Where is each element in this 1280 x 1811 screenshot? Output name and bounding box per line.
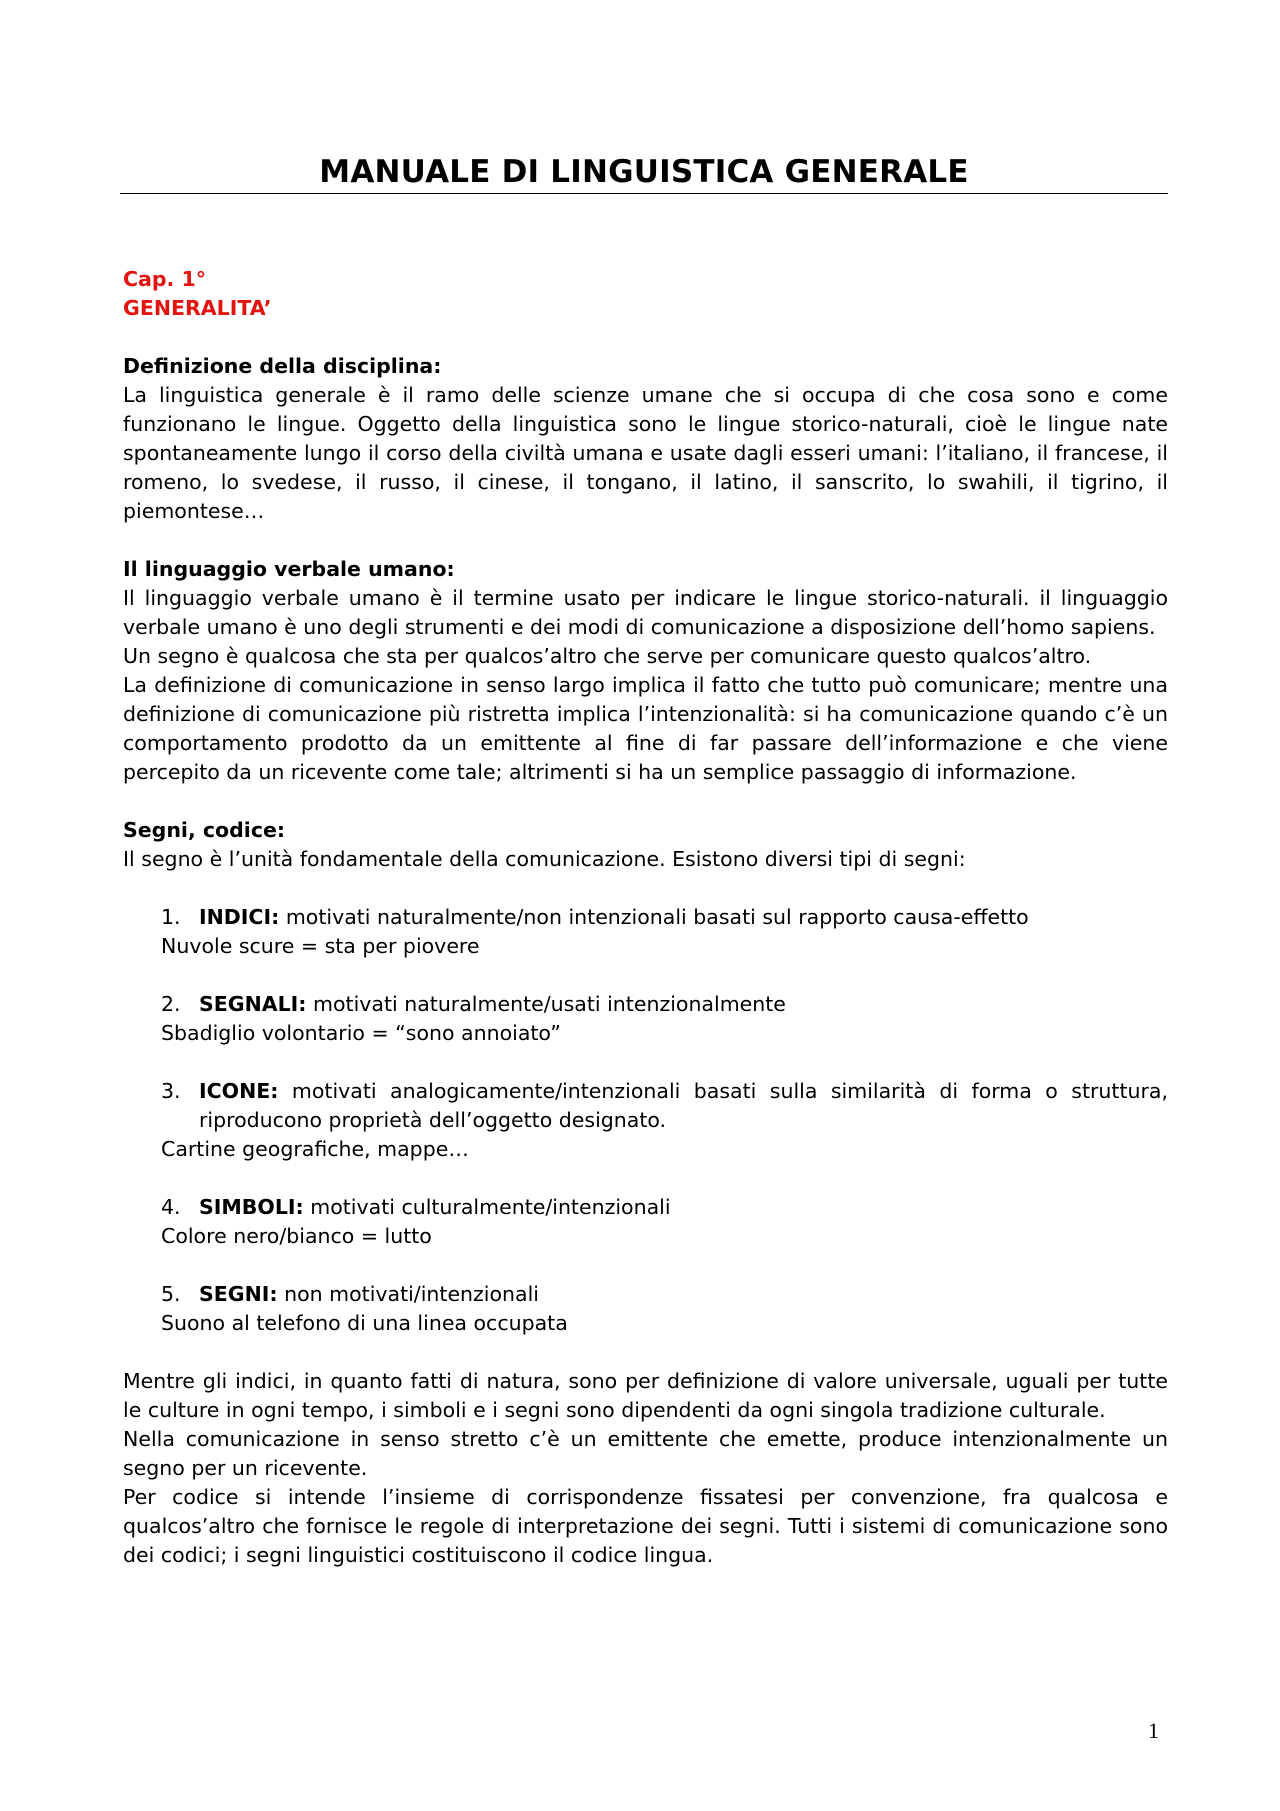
chapter-title: GENERALITA’ bbox=[123, 296, 272, 320]
page-number: 1 bbox=[1148, 1718, 1159, 1743]
list-description: motivati naturalmente/non intenzionali basati sul rapporto causa-effetto bbox=[279, 905, 1029, 929]
list-description: non motivati/intenzionali bbox=[277, 1282, 539, 1306]
paragraph-segni-intro: Il segno è l’unità fondamentale della comunicazione. Esistono diversi tipi di segni: bbox=[123, 847, 966, 871]
list-term: INDICI: bbox=[199, 905, 280, 929]
list-item-text bbox=[199, 1280, 1168, 1309]
list-example: Colore nero/bianco = lutto bbox=[161, 1224, 432, 1248]
list-item-simboli bbox=[161, 1193, 1168, 1222]
list-item-indici bbox=[161, 903, 1168, 932]
list-description: motivati analogicamente/intenzionali basati sulla similarità di forma o struttura, riproducono proprietà dell’oggetto designato. bbox=[199, 1079, 1168, 1132]
document-body bbox=[123, 265, 1168, 1570]
section-heading-segni: Segni, codice: bbox=[123, 818, 286, 842]
paragraph-closing-1: Mentre gli indici, in quanto fatti di natura, sono per definizione di valore universale, uguali per tutte le culture in ogni tempo, i simboli e i segni sono dipendenti da ogni singola tradizione culturale. bbox=[123, 1369, 1168, 1422]
paragraph-definizione: La linguistica generale è il ramo delle scienze umane che si occupa di che cosa sono e come funzionano le lingue. Oggetto della linguistica sono le lingue storico-naturali, cioè le lingue nate spontaneamente lungo il corso della civiltà umana e usate dagli esseri umani: l’italiano, il francese, il romeno, lo svedese, il russo, il cinese, il tongano, il latino, il sanscrito, lo swahili, il tigrino, il piemontese… bbox=[123, 383, 1168, 523]
section-heading-definizione: Definizione della disciplina: bbox=[123, 354, 442, 378]
list-term: SIMBOLI: bbox=[199, 1195, 304, 1219]
chapter-number: Cap. 1° bbox=[123, 267, 206, 291]
list-term: ICONE: bbox=[199, 1079, 279, 1103]
list-example: Suono al telefono di una linea occupata bbox=[161, 1311, 568, 1335]
list-number: 5. bbox=[161, 1282, 181, 1306]
list-item-segnali bbox=[161, 990, 1168, 1019]
list-term: SEGNALI: bbox=[199, 992, 307, 1016]
list-item-text bbox=[199, 990, 1168, 1019]
spacer bbox=[123, 874, 1168, 903]
list-number: 2. bbox=[161, 992, 181, 1016]
title-underline bbox=[120, 193, 1168, 194]
list-example: Nuvole scure = sta per piovere bbox=[161, 934, 480, 958]
spacer bbox=[123, 323, 1168, 352]
spacer bbox=[123, 526, 1168, 555]
paragraph-linguaggio-3: La definizione di comunicazione in senso largo implica il fatto che tutto può comunicare; mentre una definizione di comunicazione più ristretta implica l’intenzionalità: si ha comunicazione quando c’è un comportamento prodotto da un emittente al fine di far passare dell’informazione e che viene percepito da un ricevente come tale; altrimenti si ha un semplice passaggio di informazione. bbox=[123, 673, 1168, 784]
list-item-text bbox=[199, 903, 1168, 932]
list-number: 4. bbox=[161, 1195, 181, 1219]
list-number: 1. bbox=[161, 905, 181, 929]
spacer bbox=[123, 1338, 1168, 1367]
spacer bbox=[123, 1251, 1168, 1280]
section-heading-linguaggio: Il linguaggio verbale umano: bbox=[123, 557, 455, 581]
spacer bbox=[123, 961, 1168, 990]
list-example: Cartine geografiche, mappe… bbox=[161, 1137, 469, 1161]
list-term: SEGNI: bbox=[199, 1282, 278, 1306]
spacer bbox=[123, 1048, 1168, 1077]
paragraph-linguaggio-2: Un segno è qualcosa che sta per qualcos’altro che serve per comunicare questo qualcos’altro. bbox=[123, 644, 1092, 668]
paragraph-closing-2: Nella comunicazione in senso stretto c’è un emittente che emette, produce intenzionalmente un segno per un ricevente. bbox=[123, 1427, 1168, 1480]
list-example: Sbadiglio volontario = “sono annoiato” bbox=[161, 1021, 561, 1045]
paragraph-closing-3: Per codice si intende l’insieme di corrispondenze fissatesi per convenzione, fra qualcosa e qualcos’altro che fornisce le regole di interpretazione dei segni. Tutti i sistemi di comunicazione sono dei codici; i segni linguistici costituiscono il codice lingua. bbox=[123, 1485, 1168, 1567]
list-item-text bbox=[199, 1193, 1168, 1222]
list-item-segni bbox=[161, 1280, 1168, 1309]
list-item-text bbox=[199, 1077, 1168, 1135]
document-title: MANUALE DI LINGUISTICA GENERALE bbox=[319, 154, 969, 190]
spacer bbox=[123, 1164, 1168, 1193]
paragraph-linguaggio-1: Il linguaggio verbale umano è il termine usato per indicare le lingue storico-naturali. il linguaggio verbale umano è uno degli strumenti e dei modi di comunicazione a disposizione dell’homo sapiens. bbox=[123, 586, 1168, 639]
list-description: motivati naturalmente/usati intenzionalmente bbox=[306, 992, 786, 1016]
list-number: 3. bbox=[161, 1079, 181, 1103]
list-item-icone bbox=[161, 1077, 1168, 1135]
spacer bbox=[123, 787, 1168, 816]
list-description: motivati culturalmente/intenzionali bbox=[303, 1195, 671, 1219]
